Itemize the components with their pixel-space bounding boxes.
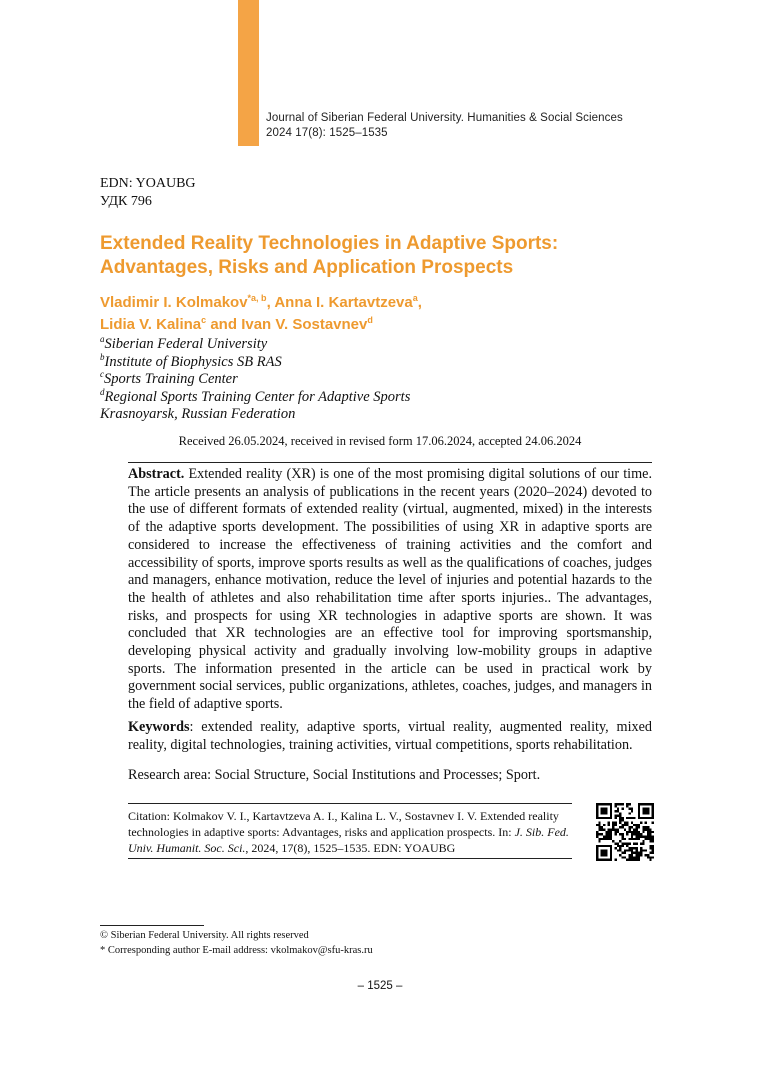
citation-divider-bottom xyxy=(128,858,572,859)
title-line-1: Extended Reality Technologies in Adaptive Sports: xyxy=(100,233,559,254)
page-number: – 1525 – xyxy=(357,980,403,992)
author-separator: , xyxy=(417,294,422,311)
abstract xyxy=(128,466,652,714)
affiliation-item xyxy=(100,386,411,407)
keywords xyxy=(128,719,652,754)
author-name: Ivan V. Sostavnev xyxy=(241,316,368,333)
affiliation-item xyxy=(100,371,410,389)
citation xyxy=(128,808,576,856)
affiliation-text: Sports Training Center xyxy=(104,371,238,387)
keywords-text: : extended reality, adaptive sports, virtual reality, augmented reality, mixed reality, digital technologies, training activities, virtual competitions, sports rehabilitation. xyxy=(128,719,652,753)
article-title xyxy=(100,232,660,280)
copyright-footnote: © Siberian Federal University. All rights reserved xyxy=(100,930,309,941)
affiliation-item xyxy=(100,351,410,372)
affiliation-mark: b xyxy=(100,351,105,362)
corresponding-author-footnote: * Corresponding author E-mail address: vkolmakov@sfu-kras.ru xyxy=(100,945,373,956)
research-area: Research area: Social Structure, Social Institutions and Processes; Sport. xyxy=(128,767,541,783)
affiliation-mark: d xyxy=(100,386,105,397)
received-dates: Received 26.05.2024, received in revised form 17.06.2024, accepted 24.06.2024 xyxy=(178,434,582,448)
citation-details: , 2024, 17(8), 1525–1535. EDN: YOAUBG xyxy=(245,841,456,855)
citation-text: Citation: Kolmakov V. I., Kartavtzeva A. I., Kalina L. V., Sostavnev I. V. Extended reality technologies in adaptive sports: Advantages, risks and application prospects. In: xyxy=(128,809,559,839)
author-affiliation-mark: d xyxy=(367,315,373,325)
author-separator: and xyxy=(206,316,242,333)
author-separator: , xyxy=(266,294,275,311)
journal-name: Journal of Siberian Federal University. Humanities & Social Sciences xyxy=(266,112,623,124)
author-list xyxy=(100,292,660,336)
affiliation-item xyxy=(100,336,410,354)
abstract-label: Abstract. xyxy=(128,466,185,482)
affiliation-text: Regional Sports Training Center for Adaptive Sports xyxy=(104,388,411,405)
affiliation-mark: a xyxy=(100,334,105,345)
keywords-label: Keywords xyxy=(128,719,190,735)
author-name: Lidia V. Kalina xyxy=(100,316,202,333)
author-name: Vladimir I. Kolmakov xyxy=(100,294,248,311)
abstract-divider xyxy=(128,462,652,463)
author-affiliation-mark: a xyxy=(412,293,418,303)
footnote-divider xyxy=(100,925,204,926)
orange-header-bar xyxy=(238,0,259,146)
author-name: Anna I. Kartavtzeva xyxy=(274,294,413,311)
affiliation-text: Siberian Federal University xyxy=(104,336,268,352)
affiliation-list xyxy=(100,336,410,424)
citation-journal: J. Sib. Fed. Univ. Humanit. Soc. Sci. xyxy=(128,825,569,855)
affiliation-location: Krasnoyarsk, Russian Federation xyxy=(100,406,296,422)
affiliation-text: Institute of Biophysics SB RAS xyxy=(104,353,282,370)
author-affiliation-mark: c xyxy=(201,315,207,325)
journal-issue: 2024 17(8): 1525–1535 xyxy=(266,127,388,139)
author-affiliation-mark: *a, b xyxy=(247,293,267,303)
edn-code: EDN: YOAUBG xyxy=(100,176,196,191)
affiliation-mark: c xyxy=(100,369,104,380)
citation-divider-top xyxy=(128,803,572,804)
abstract-text: Extended reality (XR) is one of the most promising digital solutions of our time. The article presents an analysis of publications in the recent years (2020–2024) devoted to the use of different formats of extended reality (virtual, augmented, mixed) in the interests of the adaptive sports development. The possibilities of using XR in adaptive sports are considered to increase the effectiveness of training activities and the comfort and accessibility of sports, improve sports results as well as the qualifications of coaches, judges and managers, enhance motivation, reduce the level of injuries and potential hazards to the the health of athletes and also rehabilitation time after sports injuries.. The advantages, risks, and prospects for using XR technologies in adaptive sports are shown. It was concluded that XR technologies are an effective tool for improving sportsmanship, developing physical activity and gradually involving low-mobility groups in adaptive sports. The information presented in the article can be used in practical work by government social services, public organizations, athletes, coaches, judges, and managers in the field of adaptive sports. xyxy=(128,466,652,713)
title-line-2: Advantages, Risks and Application Prospects xyxy=(100,257,514,278)
udk-code: УДК 796 xyxy=(100,194,152,209)
qr-code-icon[interactable] xyxy=(596,803,654,861)
